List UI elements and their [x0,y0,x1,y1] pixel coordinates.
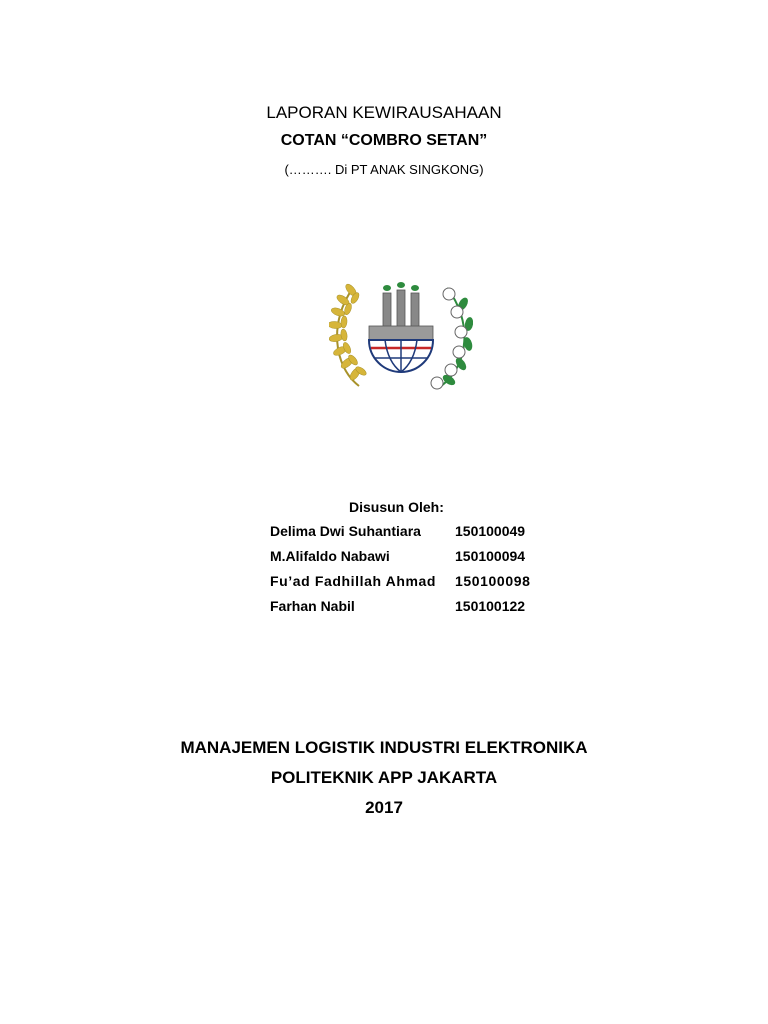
author-id: 150100049 [455,523,526,539]
author-id: 150100098 [455,573,531,589]
report-title: LAPORAN KEWIRAUSAHAAN [266,103,502,122]
report-location: (………. Di PT ANAK SINGKONG) [284,162,484,177]
report-year: 2017 [365,798,403,817]
department-name: MANAJEMEN LOGISTIK INDUSTRI ELEKTRONIKA [180,738,588,757]
author-name: Farhan Nabil [270,598,355,614]
author-name: M.Alifaldo Nabawi [270,548,390,564]
author-id: 150100094 [455,548,526,564]
report-subtitle: COTAN “COMBRO SETAN” [280,132,488,149]
factory-emblem-icon [329,276,473,398]
author-name: Fu’ad Fadhillah Ahmad [270,573,437,589]
author-id: 150100122 [455,598,526,614]
authors-label: Disusun Oleh: [349,499,444,515]
author-name: Delima Dwi Suhantiara [270,523,421,539]
institution-name: POLITEKNIK APP JAKARTA [270,768,498,787]
